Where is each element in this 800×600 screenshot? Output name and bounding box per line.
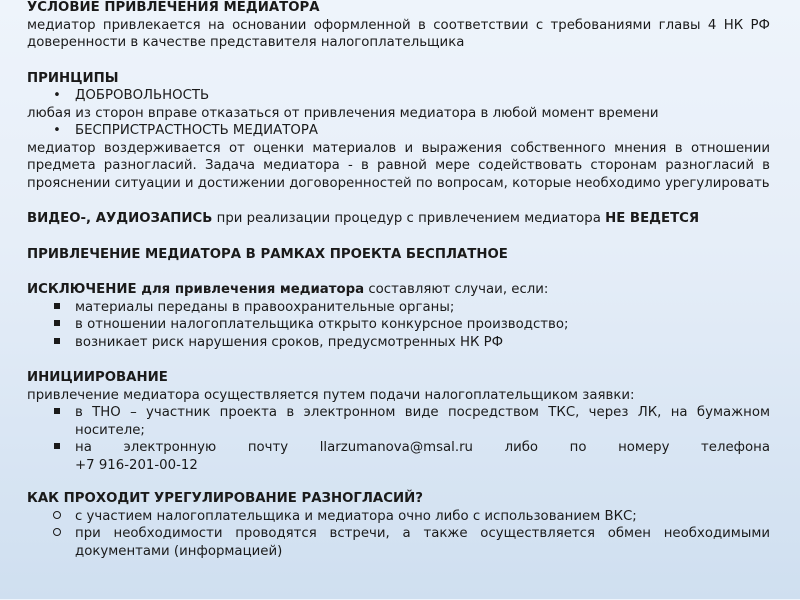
exception-item: в отношении налогоплательщика открыто конкурсное производство; <box>75 317 569 332</box>
list-item <box>27 439 770 474</box>
heading-principles: ПРИНЦИПЫ <box>27 70 119 86</box>
recording-bold-1: ВИДЕО-, АУДИОЗАПИСЬ <box>27 211 213 226</box>
heading-free: ПРИВЛЕЧЕНИЕ МЕДИАТОРА В РАМКАХ ПРОЕКТА БЕСПЛАТНОЕ <box>27 246 508 262</box>
exceptions-rest: составляют случаи, если: <box>364 282 549 297</box>
exception-item: материалы переданы в правоохранительные органы; <box>75 299 455 315</box>
process-list <box>27 508 770 561</box>
initiation-text: привлечение медиатора осуществляется путем подачи налогоплательщиком заявки: <box>27 387 635 403</box>
exceptions-bold-1: ИСКЛЮЧЕНИЕ <box>27 282 137 297</box>
condition-line-2: доверенности в качестве представителя налогоплательщика <box>27 35 465 50</box>
bullet-dot-icon: • <box>53 123 61 138</box>
principle-impartiality-text: медиатор воздерживается от оценки материалов и выражения собственного мнения в отношении предмета разногласий. Задача медиатора - в равной мере содействовать сторонам разногласий в прояснении ситуации и достижении договоренностей по вопросам, которые необходимо урегулировать <box>27 140 770 191</box>
exceptions-intro <box>27 281 770 299</box>
initiation-phone: +7 916-201-00-12 <box>75 457 198 473</box>
condition-line-1: медиатор привлекается на основании оформленной в соответствии с требованиями главы 4 НК РФ <box>27 17 770 33</box>
initiation-item-tno: в ТНО – участник проекта в электронном виде посредством ТКС, через ЛК, на бумажном носителе; <box>75 405 770 438</box>
recording-middle: при реализации процедур с привлечением медиатора <box>212 211 606 226</box>
list-item <box>27 122 770 140</box>
list-item <box>27 508 770 526</box>
list-item <box>27 525 770 560</box>
heading-condition: УСЛОВИЕ ПРИВЛЕЧЕНИЯ МЕДИАТОРА <box>27 0 320 15</box>
recording-bold-2: НЕ ВЕДЕТСЯ <box>605 211 700 226</box>
principle-list-1 <box>27 87 770 105</box>
exceptions-bold-2: для привлечения медиатора <box>136 282 365 297</box>
recording-statement <box>27 210 770 228</box>
square-bullet-icon <box>50 334 64 352</box>
initiation-list <box>27 404 770 474</box>
process-item: при необходимости проводятся встречи, а также осуществляется обмен необходимыми документами (информацией) <box>75 526 770 559</box>
principle-list-2 <box>27 122 770 140</box>
circle-bullet-icon <box>50 525 64 543</box>
heading-initiation: ИНИЦИИРОВАНИЕ <box>27 370 168 385</box>
list-item <box>27 299 770 317</box>
initiation-item-email: на электронную почту llarzumanova@msal.ru либо по номеру телефона <box>75 440 770 455</box>
principle-impartiality: БЕСПРИСТРАСТНОСТЬ МЕДИАТОРА <box>75 123 318 138</box>
process-item: с участием налогоплательщика и медиатора очно либо с использованием ВКС; <box>75 508 637 524</box>
section-free <box>27 246 770 264</box>
principle-voluntary: ДОБРОВОЛЬНОСТЬ <box>75 88 210 103</box>
exceptions-list <box>27 299 770 352</box>
section-principles <box>27 70 770 193</box>
circle-bullet-icon <box>50 508 64 526</box>
list-item <box>27 334 770 352</box>
square-bullet-icon <box>50 316 64 334</box>
section-initiation <box>27 369 770 474</box>
exception-item: возникает риск нарушения сроков, предусмотренных НК РФ <box>75 334 504 350</box>
square-bullet-icon <box>50 404 64 422</box>
section-recording <box>27 210 770 228</box>
list-item <box>27 404 770 439</box>
section-condition <box>27 0 770 52</box>
heading-process: КАК ПРОХОДИТ УРЕГУЛИРОВАНИЕ РАЗНОГЛАСИЙ? <box>27 491 423 506</box>
bullet-dot-icon: • <box>53 88 61 103</box>
section-exceptions <box>27 281 770 351</box>
section-process <box>27 490 770 560</box>
list-item <box>27 316 770 334</box>
square-bullet-icon <box>50 439 64 457</box>
list-item <box>27 87 770 105</box>
principle-voluntary-text: любая из сторон вправе отказаться от привлечения медиатора в любой момент времени <box>27 105 659 121</box>
square-bullet-icon <box>50 299 64 317</box>
